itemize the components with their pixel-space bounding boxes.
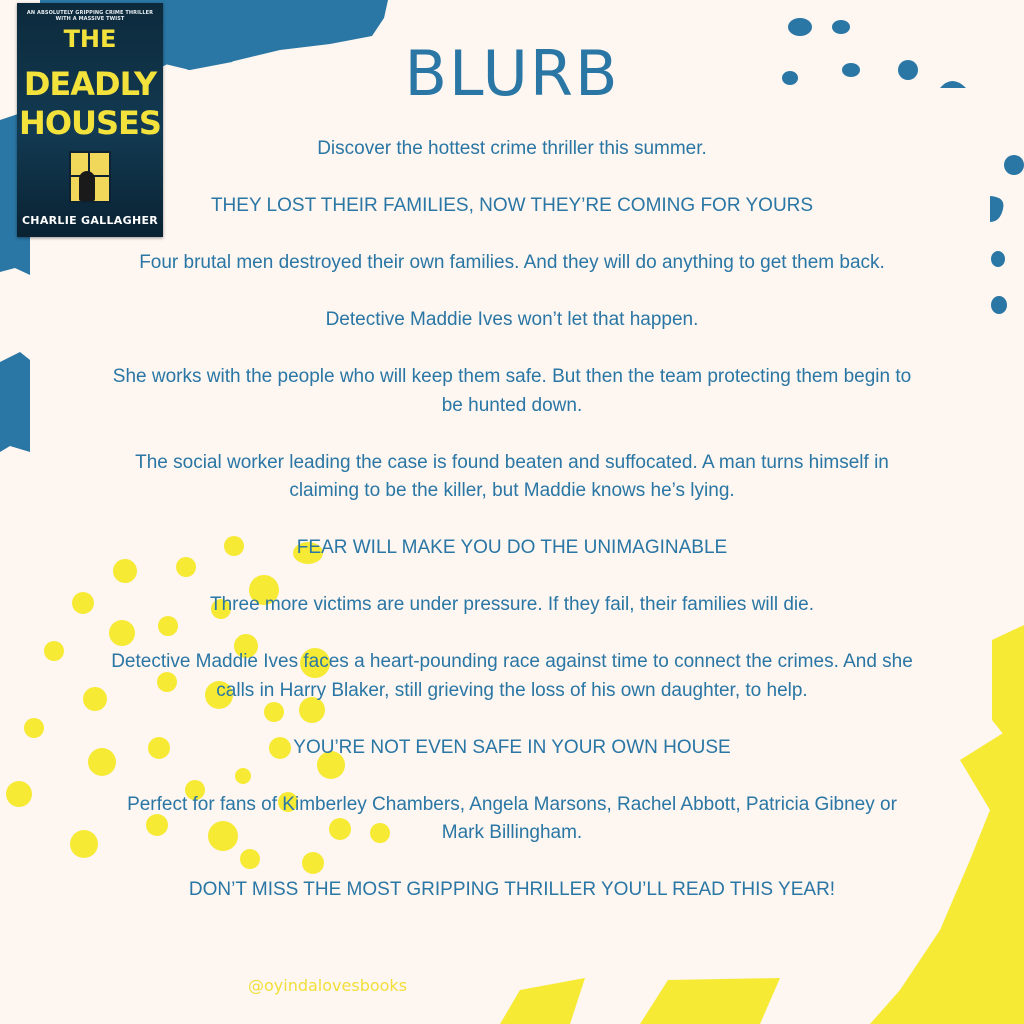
blurb-paragraph: Detective Maddie Ives won’t let that happen. [325, 309, 699, 330]
cover-title-line3: HOUSES [19, 104, 161, 142]
blurb-paragraph: She works with the people who will keep them safe. But then the team protecting them begin to be hunted down. [112, 366, 912, 416]
cover-tagline: AN ABSOLUTELY GRIPPING CRIME THRILLER WITH A MASSIVE TWIST [26, 10, 154, 22]
blurb-paragraph: Discover the hottest crime thriller this summer. [317, 138, 707, 159]
cover-figure-illustration [79, 171, 95, 201]
blurb-paragraph: Detective Maddie Ives faces a heart-pounding race against time to connect the crimes. And she calls in Harry Blaker, still grieving the loss of his own daughter, to help. [111, 651, 913, 701]
blurb-paragraph: YOU’RE NOT EVEN SAFE IN YOUR OWN HOUSE [293, 736, 731, 758]
blurb-paragraph: Three more victims are under pressure. If they fail, their families will die. [210, 594, 814, 615]
page-title: BLURB [404, 37, 620, 110]
blue-brush-stroke-left [0, 352, 30, 452]
blurb-text [105, 135, 919, 933]
cover-title-line2: DEADLY [23, 65, 157, 103]
blurb-paragraph: THEY LOST THEIR FAMILIES, NOW THEY’RE COMING FOR YOURS [210, 195, 814, 216]
cover-author: CHARLIE GALLAGHER [21, 214, 159, 227]
blurb-paragraph: Four brutal men destroyed their own families. And they will do anything to get them back. [139, 252, 885, 273]
blurb-paragraph: The social worker leading the case is found beaten and suffocated. A man turns himself in claiming to be the killer, but Maddie knows he’s lying. [135, 451, 889, 501]
social-handle: @oyindalovesbooks [248, 976, 408, 995]
blurb-paragraph: FEAR WILL MAKE YOU DO THE UNIMAGINABLE [296, 537, 728, 558]
cover-title-line1: THE [63, 25, 117, 53]
blurb-paragraph: DON’T MISS THE MOST GRIPPING THRILLER YOU’LL READ THIS YEAR! [188, 879, 836, 900]
blurb-paragraph: Perfect for fans of Kimberley Chambers, Angela Marsons, Rachel Abbott, Patricia Gibney or Mark Billingham. [127, 793, 897, 843]
